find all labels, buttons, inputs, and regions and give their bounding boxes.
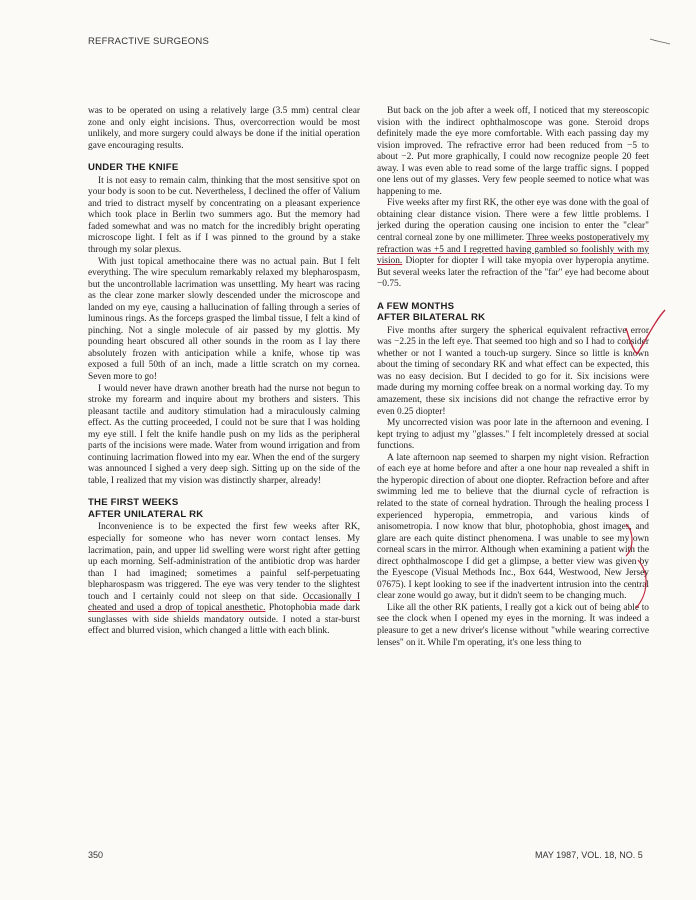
paragraph: A late afternoon nap seemed to sharpen my night vision. Refraction of each eye at home before and after a one hour nap revealed a shift in the hyperopic direction of about one diopter. Refraction before and after swimming led me to believe that the diurnal cycle of refraction is related to the state of corneal hydration. Through the healing process I experienced hyperopia, emmetropia, and various kinds of anisometropia. I now know that blur, photophobia, ghost images, and glare are each quite distinct phenomena. I was unable to see my own corneal scars in the mirror. Although when examining a patient with the direct ophthalmoscope I did get a glimpse, a better view was given by the Eyescope (Visual Methods Inc., Box 644, Westwood, New Jersey 07675). I kept looking to see if the inadvertent intrusion into the central clear zone would go away, but it didn't seem to be changing much. xyxy=(377,452,649,602)
paragraph: With just topical amethocaine there was no actual pain. But I felt everything. The wire speculum remarkably relaxed my blepharospasm, but the uncontrollable lacrimation was unsettling. My heart was racing as the clear zone marker slowly descended under the microscope and landed on my eye, causing a hallucination of falling through a series of luminous rings. As the forceps grasped the limbal tissue, I felt a kind of pinching. Not a single molecule of air passed by my glottis. My pounding heart obscured all other sounds in the room as I lay there absolutely frozen with anticipation while a knife, whose tip was exposed a full 50th of an inch, made a little scratch on my cornea. Seven more to go! xyxy=(88,256,360,382)
paragraph: Like all the other RK patients, I really got a kick out of being able to see the clock when I opened my eyes in the morning. It was indeed a pleasure to get a new driver's license without "while wearing corrective lenses" on it. While I'm operating, it's one less thing to xyxy=(377,602,649,648)
paragraph xyxy=(377,198,649,290)
paragraph-text: Inconvenience is to be expected the first few weeks after RK, especially for someone who has never worn contact lenses. My lacrimation, pain, and upper lid swelling were worst right after getting up each morning. Self-administration of the antibiotic drop was harder than I had imagined; sometimes a painful self-perpetuating blepharospasm was triggered. The eye was very tender to the slightest touch and I certainly could not sleep on that side. xyxy=(88,522,360,602)
paragraph-text: Diopter for diopter I will take myopia over hyperopia anytime. But several weeks later the refraction of the "far" eye had become about −0.75. xyxy=(377,256,649,290)
paragraph: It is not easy to remain calm, thinking that the most sensitive spot on your body is soon to be cut. Nevertheless, I declined the offer of Valium and tried to distract myself by concentrating on a pleasant experience which took place in Berlin two summers ago. But the memory had faded somewhat and was no match for the incredibly bright operating microscope light. I felt as if I was pinned to the ground by a stake through my solar plexus. xyxy=(88,175,360,255)
paragraph: Five months after surgery the spherical equivalent refractive error was −2.25 in the left eye. That seemed too high and so I had to consider whether or not I wanted a touch-up surgery. Since so little is known about the timing of secondary RK and what effect can be expected, this was no easy decision. But I decided to go for it. Six incisions were made during my morning coffee break on a normal working day. To my amazement, these six incisions did not change the refractive error by even 0.25 diopter! xyxy=(377,325,649,417)
running-head: REFRACTIVE SURGEONS xyxy=(88,36,209,47)
section-heading-line: AFTER UNILATERAL RK xyxy=(88,508,204,520)
section-heading-line: THE FIRST WEEKS xyxy=(88,497,179,509)
journal-issue: MAY 1987, VOL. 18, NO. 5 xyxy=(535,850,643,860)
left-column xyxy=(88,106,360,638)
corner-pencil-mark xyxy=(648,36,672,46)
section-heading xyxy=(88,497,360,520)
paragraph-text: Five weeks after my first RK, the other eye was done with the goal of obtaining clear distance vision. There were a few little problems. I jerked during the operation causing one incision to enter the "clear" central corneal zone by one millimeter. xyxy=(377,198,649,244)
right-column xyxy=(377,106,649,649)
paragraph: My uncorrected vision was poor late in the afternoon and evening. I kept trying to adjust my "glasses." I felt incompletely dressed at social functions. xyxy=(377,418,649,452)
paragraph-text: Photophobia made dark sunglasses with side shields mandatory outside. I noted a star-burst effect and blurred vision, which changed a little with each blink. xyxy=(88,603,360,637)
section-heading xyxy=(377,301,649,324)
paragraph: was to be operated on using a relatively large (3.5 mm) central clear zone and only eight incisions. Thus, overcorrection would be most unlikely, and more surgery could always be done if the initial operation gave encouraging results. xyxy=(88,106,360,151)
page-number: 350 xyxy=(88,850,104,860)
paragraph: But back on the job after a week off, I noticed that my stereoscopic vision with the indirect ophthalmoscope was gone. Steroid drops definitely made the eye more comfortable. With each passing day my vision improved. The refractive error had been reduced from −5 to about −2. Put more graphically, I could now recognize people 20 feet away. I was even able to read some of the large traffic signs. I popped one lens out of my glasses. Very few people seemed to notice what was happening to me. xyxy=(377,106,649,197)
section-heading-line: A FEW MONTHS xyxy=(377,300,455,312)
paragraph: I would never have drawn another breath had the nurse not begun to stroke my forearm and inquire about my brothers and sisters. This pleasant tactile and auditory stimulation had a miraculously calming effect. As the cutting proceeded, I could not be sure that I was holding my eye still. I felt the knife handle push on my lids as the peripheral parts of the incisions were made. Water from wound irrigation and from continuing lacrimation flowed into my ear. When the end of the surgery was announced I sighed a very deep sigh. Sitting up on the side of the table, I realized that my vision was distinctly sharper, already! xyxy=(88,383,360,486)
section-heading: UNDER THE KNIFE xyxy=(88,162,179,174)
underlined-passage: Occasionally I cheated and used a drop of topical anesthetic. xyxy=(88,591,360,614)
section-heading-line: AFTER BILATERAL RK xyxy=(377,312,486,324)
underlined-passage: Three weeks postoperatively my refraction was +5 and I regretted having gambled so foolishly with my vision. xyxy=(377,233,649,267)
paragraph xyxy=(88,522,360,637)
